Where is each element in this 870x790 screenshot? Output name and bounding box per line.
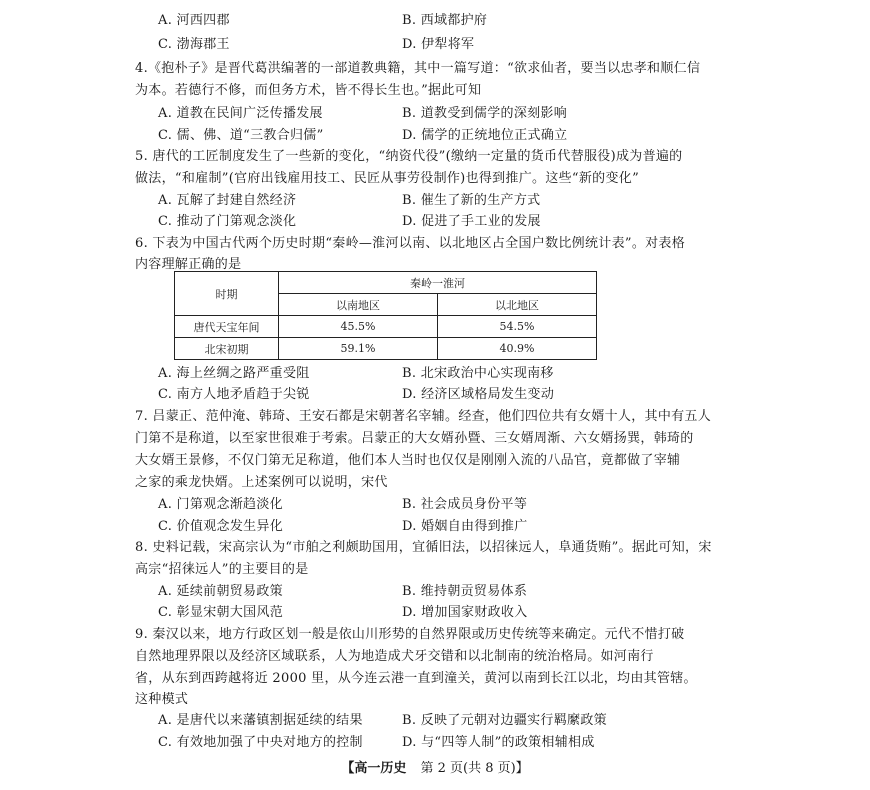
q6-option-c: C. 南方人地矛盾趋于尖锐 xyxy=(158,387,310,402)
q7-option-d: D. 婚姻自由得到推广 xyxy=(402,519,528,534)
q3-option-b: B. 西域都护府 xyxy=(402,13,488,28)
table-row xyxy=(175,338,597,360)
q5-option-b: B. 催生了新的生产方式 xyxy=(402,193,541,208)
q8-option-c: C. 彰显宋朝大国风范 xyxy=(158,605,284,620)
household-ratio-table xyxy=(174,271,597,360)
q5-stem-line2: 做法，“和雇制”(官府出钱雇用技工、民匠从事劳役制作)也得到推广。这些“新的变化” xyxy=(135,171,640,186)
q6-option-d: D. 经济区域格局发生变动 xyxy=(402,387,555,402)
q6-option-b: B. 北宋政治中心实现南移 xyxy=(402,366,554,381)
q3-option-c: C. 渤海郡王 xyxy=(158,37,230,52)
q7-stem-line4: 之家的乘龙快婿。上述案例可以说明，宋代 xyxy=(135,475,388,490)
q9-option-c: C. 有效地加强了中央对地方的控制 xyxy=(158,735,363,750)
q5-stem-line1: 5. 唐代的工匠制度发生了一些新的变化，“纳资代役”(缴纳一定量的货币代替服役)成为普遍的 xyxy=(135,149,683,164)
table-header-qinling-huaihe: 秦岭一淮河 xyxy=(279,272,597,294)
q3-option-d: D. 伊犁将军 xyxy=(402,37,475,52)
q5-option-c: C. 推动了门第观念淡化 xyxy=(158,214,297,229)
q7-stem-line2: 门第不是称道，以至家世很难于考索。吕蒙正的大女婿孙暨、三女婿周渐、六女婿扬巽，韩琦的 xyxy=(135,431,694,446)
q9-option-b: B. 反映了元朝对边疆实行羁縻政策 xyxy=(402,713,607,728)
q4-option-b: B. 道教受到儒学的深刻影响 xyxy=(402,106,568,121)
q9-stem-line1: 9. 秦汉以来，地方行政区划一般是依山川形势的自然界限或历史传统等来确定。元代不惜打破 xyxy=(135,627,685,642)
table-cell-south: 45.5% xyxy=(279,316,438,338)
footer-subject: 【高一历史 xyxy=(341,761,407,776)
q6-stem-line1: 6. 下表为中国古代两个历史时期“秦岭—淮河以南、以北地区占全国户数比例统计表”。对表格 xyxy=(135,236,686,251)
q8-option-b: B. 维持朝贡贸易体系 xyxy=(402,584,528,599)
q7-option-a: A. 门第观念渐趋淡化 xyxy=(158,497,283,512)
q7-option-b: B. 社会成员身份平等 xyxy=(402,497,528,512)
q4-option-d: D. 儒学的正统地位正式确立 xyxy=(402,128,568,143)
table-cell-period: 北宋初期 xyxy=(175,338,279,360)
q9-option-d: D. 与“四等人制”的政策相辅相成 xyxy=(402,735,595,750)
q5-option-d: D. 促进了手工业的发展 xyxy=(402,214,541,229)
q6-option-a: A. 海上丝绸之路严重受阻 xyxy=(158,366,310,381)
q6-stem-line2: 内容理解正确的是 xyxy=(135,257,242,272)
q4-option-c: C. 儒、佛、道“三教合归儒” xyxy=(158,128,324,143)
q5-option-a: A. 瓦解了封建自然经济 xyxy=(158,193,297,208)
q7-stem-line3: 大女婿王景修，不仅门第无足称道，他们本人当时也仅仅是刚刚入流的八品官，竟都做了宰辅 xyxy=(135,453,681,468)
table-cell-period: 唐代天宝年间 xyxy=(175,316,279,338)
q4-stem-line2: 为本。若德行不修，而但务方术，皆不得长生也。”据此可知 xyxy=(135,83,482,98)
q8-option-a: A. 延续前朝贸易政策 xyxy=(158,584,283,599)
q4-stem-line1: 4.《抱朴子》是晋代葛洪编著的一部道教典籍，其中一篇写道：“欲求仙者，要当以忠孝和顺仁信 xyxy=(135,61,701,76)
q9-stem-line3: 省，从东到西跨越将近 2000 里，从今连云港一直到潼关，黄河以南到长江以北，均由其管辖。 xyxy=(135,671,697,686)
footer-page-number: 第 2 页(共 8 页)】 xyxy=(420,761,529,776)
q8-option-d: D. 增加国家财政收入 xyxy=(402,605,528,620)
table-header-north: 以北地区 xyxy=(438,294,597,316)
q9-stem-line4: 这种模式 xyxy=(135,692,189,707)
q9-option-a: A. 是唐代以来藩镇割据延续的结果 xyxy=(158,713,363,728)
table-cell-south: 59.1% xyxy=(279,338,438,360)
q8-stem-line1: 8. 史料记载，宋高宗认为“市舶之利颇助国用，宜循旧法，以招徕远人，阜通货贿”。据此可知，宋 xyxy=(135,540,712,555)
table-cell-north: 54.5% xyxy=(438,316,597,338)
q7-stem-line1: 7. 吕蒙正、范仲淹、韩琦、王安石都是宋朝著名宰辅。经查，他们四位共有女婿十人，其中有五人 xyxy=(135,409,712,424)
table-header-period: 时期 xyxy=(175,272,279,316)
page-footer xyxy=(0,757,870,776)
q8-stem-line2: 高宗“招徕远人”的主要目的是 xyxy=(135,562,309,577)
table-row xyxy=(175,316,597,338)
q4-option-a: A. 道教在民间广泛传播发展 xyxy=(158,106,323,121)
q7-option-c: C. 价值观念发生异化 xyxy=(158,519,284,534)
q3-option-a: A. 河西四郡 xyxy=(158,13,230,28)
table-header-south: 以南地区 xyxy=(279,294,438,316)
q9-stem-line2: 自然地理界限以及经济区域联系，人为地造成犬牙交错和以北制南的统治格局。如河南行 xyxy=(135,649,654,664)
table-cell-north: 40.9% xyxy=(438,338,597,360)
